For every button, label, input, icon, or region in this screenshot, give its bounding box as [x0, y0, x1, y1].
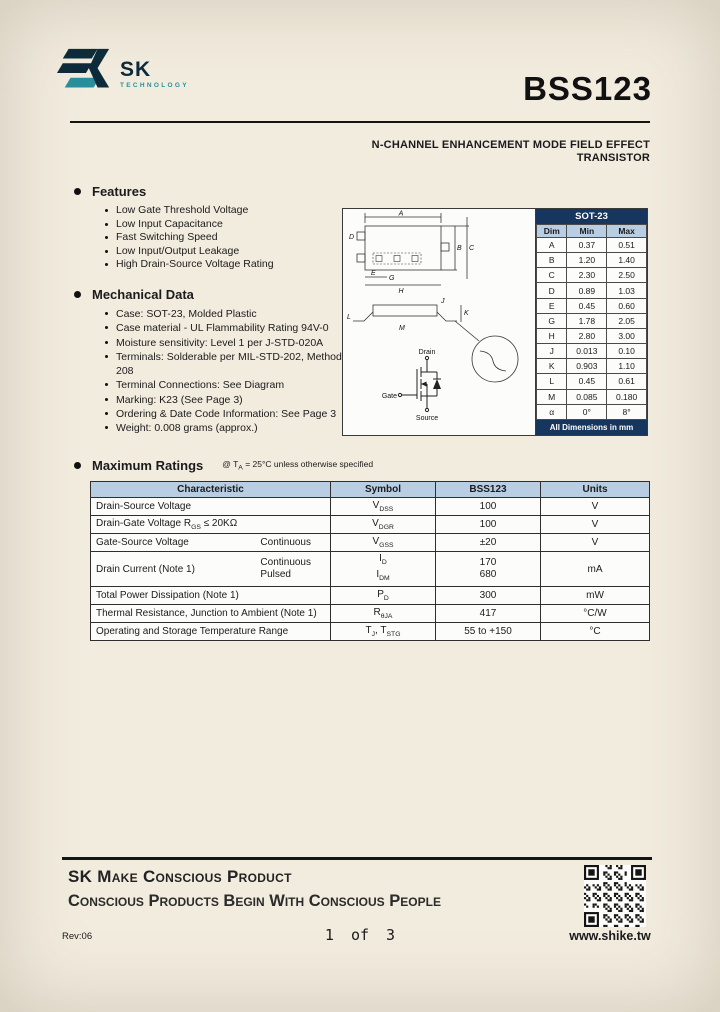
feature-item: Fast Switching Speed — [103, 231, 274, 245]
dimensions-note: All Dimensions in mm — [536, 420, 647, 435]
dim-row: D 0.89 1.03 — [537, 283, 647, 298]
min-col-header: Min — [567, 225, 607, 238]
dim-row: H 2.80 3.00 — [537, 328, 647, 343]
rating-row-temp — [91, 623, 650, 641]
mechanical-heading — [74, 287, 194, 302]
mechanical-item: Weight: 0.008 grams (approx.) — [103, 421, 355, 435]
dim-row: E 0.45 0.60 — [537, 298, 647, 313]
revision-label: Rev:06 — [62, 931, 93, 942]
website-url: www.shike.tw — [569, 929, 651, 943]
package-name: SOT-23 — [536, 209, 647, 224]
value-cell: ±20 — [436, 534, 541, 552]
value-cell: 300 — [436, 587, 541, 605]
dim-row: G 1.78 2.05 — [537, 313, 647, 328]
mosfet-symbol — [398, 356, 441, 411]
rating-row-vgss — [91, 534, 650, 552]
section-bullet-icon — [74, 188, 81, 195]
symbol-cell: $P_D$ — [331, 587, 436, 605]
features-heading-label: Features — [92, 184, 147, 199]
section-bullet-icon — [74, 291, 81, 298]
dim-label-k: K — [464, 310, 469, 317]
rating-row-vdss — [91, 498, 650, 516]
footer-slogan-line1: SK Make Conscious Product — [68, 867, 292, 886]
condition-label: Pulsed — [260, 569, 291, 580]
section-bullet-icon — [74, 462, 81, 469]
dim-row: M 0.085 0.180 — [537, 389, 647, 404]
dim-row: A 0.37 0.51 — [537, 238, 647, 253]
symbol-cell: $R_{\theta JA}$ — [331, 605, 436, 623]
footer-slogan-line2: Conscious Products Begin With Conscious People — [68, 892, 441, 910]
value-cell: 100 — [436, 498, 541, 516]
features-list — [103, 204, 274, 272]
dim-label-l: L — [347, 314, 351, 321]
dim-row: K 0.903 1.10 — [537, 359, 647, 374]
features-heading — [74, 184, 146, 199]
package-drawing-area — [343, 209, 535, 435]
part-number: BSS123 — [523, 70, 652, 107]
condition-label: Continuous — [260, 557, 311, 568]
characteristic-cell: Operating and Storage Temperature Range — [91, 623, 331, 641]
dim-label-e: E — [371, 270, 376, 277]
logo-technology-text: TECHNOLOGY — [120, 82, 189, 89]
value-cell: 55 to +150 — [436, 623, 541, 641]
characteristic-cell: Gate-Source Voltage Continuous — [91, 534, 331, 552]
value-cell: 170 680 — [436, 552, 541, 587]
package-drawing — [343, 209, 535, 435]
header-rule — [70, 121, 650, 123]
dim-row: C 2.30 2.50 — [537, 268, 647, 283]
rating-row-pd — [91, 587, 650, 605]
mechanical-item: Moisture sensitivity: Level 1 per J-STD-020A — [103, 336, 355, 350]
sk-logo-mark — [56, 44, 114, 100]
max-col-header: Max — [607, 225, 647, 238]
units-cell: °C — [541, 623, 650, 641]
symbol-cell: $T_J$, $T_{STG}$ — [331, 623, 436, 641]
subtitle-line2: TRANSISTOR — [576, 152, 650, 164]
dimension-table-panel — [535, 209, 647, 435]
mechanical-item: Ordering & Date Code Information: See Page 3 — [103, 407, 355, 421]
characteristic-cell: Total Power Dissipation (Note 1) — [91, 587, 331, 605]
device-subtitle — [300, 139, 650, 165]
mechanical-item: Case: SOT-23, Molded Plastic — [103, 307, 355, 321]
package-outline-box — [342, 208, 648, 436]
dim-label-d: D — [349, 234, 355, 241]
dimension-table — [536, 224, 647, 420]
condition-label: Continuous — [260, 537, 311, 548]
feature-item: Low Input Capacitance — [103, 218, 274, 232]
logo-sk-text: SK — [120, 58, 152, 81]
dim-label-b: B — [457, 245, 462, 252]
units-cell: V — [541, 534, 650, 552]
dim-label-h: H — [398, 288, 404, 295]
symbol-cell: $I_D$ $I_{DM}$ — [331, 552, 436, 587]
dim-row: B 1.20 1.40 — [537, 253, 647, 268]
symbol-cell: $V_{DSS}$ — [331, 498, 436, 516]
rating-row-vdgr — [91, 516, 650, 534]
mechanical-item: Case material - UL Flammability Rating 94V-0 — [103, 321, 355, 335]
bss123-col-header: BSS123 — [436, 482, 541, 498]
dim-label-j: J — [441, 298, 445, 305]
symbol-col-header: Symbol — [331, 482, 436, 498]
units-cell: °C/W — [541, 605, 650, 623]
characteristic-cell: Drain-Source Voltage — [91, 498, 331, 516]
mechanical-list — [103, 307, 355, 436]
mechanical-item: Terminal Connections: See Diagram — [103, 378, 355, 392]
rating-row-id — [91, 552, 650, 587]
ratings-header-row — [91, 482, 650, 498]
sk-logo — [56, 44, 189, 100]
dim-row: J 0.013 0.10 — [537, 344, 647, 359]
dim-label-m: M — [399, 325, 405, 332]
value-cell: 100 — [436, 516, 541, 534]
dim-label-a: A — [398, 210, 404, 218]
characteristic-col-header: Characteristic — [91, 482, 331, 498]
characteristic-cell: Drain Current (Note 1) Continuous Pulsed — [91, 552, 331, 587]
pin-label-drain: Drain — [418, 349, 436, 356]
dim-row: α 0° 8° — [537, 404, 647, 419]
units-col-header: Units — [541, 482, 650, 498]
mechanical-heading-label: Mechanical Data — [92, 287, 194, 302]
feature-item: High Drain-Source Voltage Rating — [103, 258, 274, 272]
value-cell: 417 — [436, 605, 541, 623]
units-cell: mA — [541, 552, 650, 587]
characteristic-cell: Drain-Gate Voltage $R_{GS} \le 20K\Omega$ — [91, 516, 331, 534]
rating-row-rthja — [91, 605, 650, 623]
dim-row: L 0.45 0.61 — [537, 374, 647, 389]
pin-label-gate: Gate — [381, 393, 397, 400]
dim-label-c: C — [469, 245, 475, 252]
max-ratings-heading — [74, 458, 373, 473]
symbol-cell: $V_{GSS}$ — [331, 534, 436, 552]
units-cell: V — [541, 516, 650, 534]
symbol-cell: $V_{DGR}$ — [331, 516, 436, 534]
units-cell: V — [541, 498, 650, 516]
pin-label-source: Source — [415, 415, 439, 422]
logo-text — [120, 60, 189, 89]
feature-item: Low Gate Threshold Voltage — [103, 204, 274, 218]
characteristic-cell: Thermal Resistance, Junction to Ambient (Note 1) — [91, 605, 331, 623]
dim-col-header: Dim — [537, 225, 567, 238]
dim-label-g: G — [389, 275, 395, 282]
subtitle-line1: N-CHANNEL ENHANCEMENT MODE FIELD EFFECT — [371, 139, 650, 151]
mechanical-item: Terminals: Solderable per MIL-STD-202, Method 208 — [103, 350, 355, 379]
units-cell: mW — [541, 587, 650, 605]
mechanical-item: Marking: K23 (See Page 3) — [103, 393, 355, 407]
page-indicator: 1 of 3 — [324, 926, 396, 944]
max-ratings-heading-label: Maximum Ratings — [92, 458, 204, 473]
qr-code — [584, 865, 646, 927]
footer-rule — [62, 857, 652, 860]
feature-item: Low Input/Output Leakage — [103, 245, 274, 259]
test-condition: @ $T_A = 25^\circ C$ unless otherwise specified — [222, 459, 374, 472]
max-ratings-table — [90, 481, 650, 641]
